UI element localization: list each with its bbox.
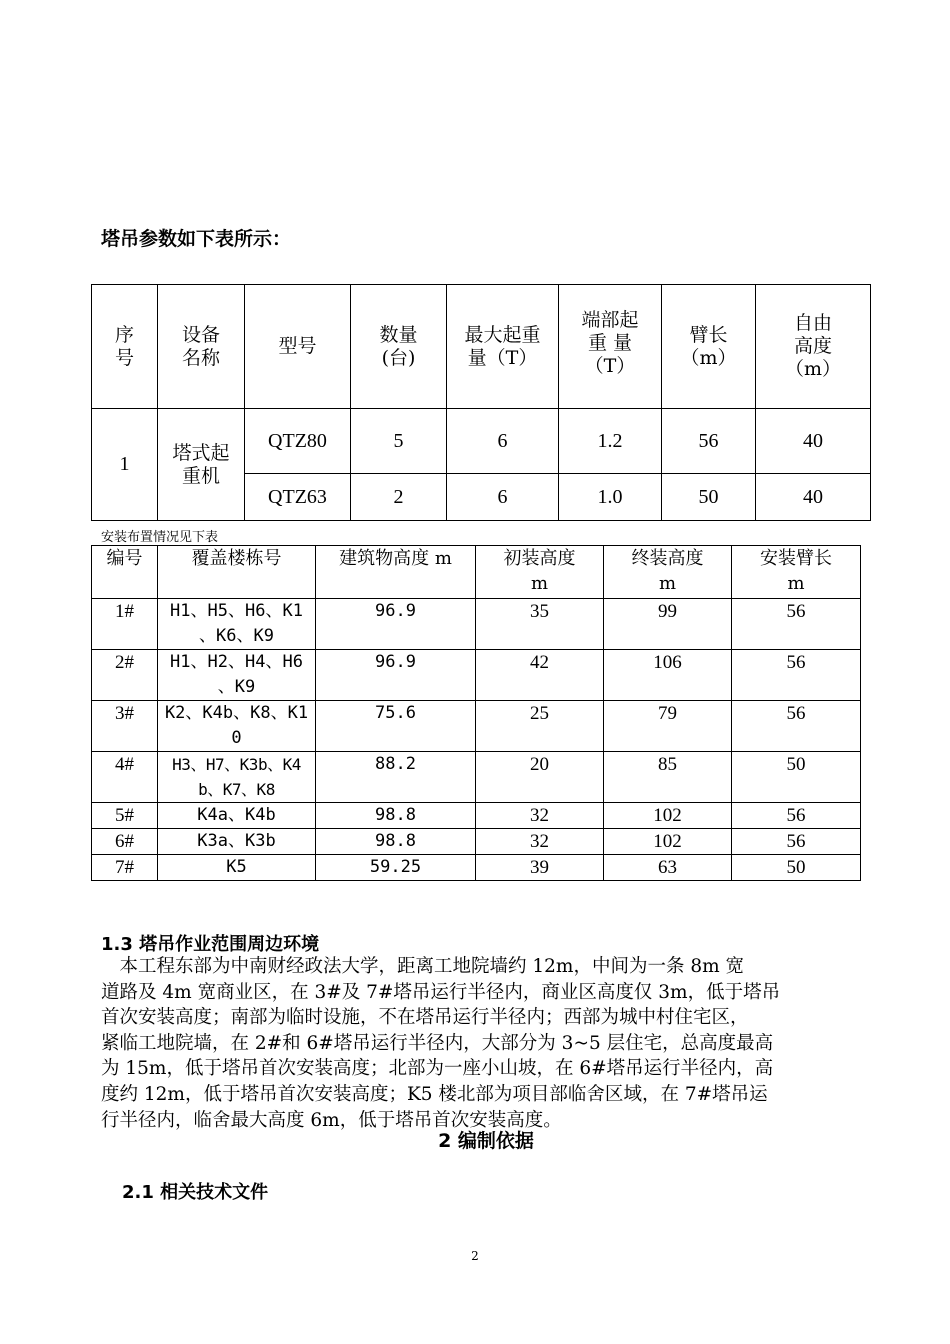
cell-install-arm: 56	[732, 701, 861, 752]
cell-free-height: 40	[756, 474, 871, 521]
cell-building-height: 88.2	[316, 752, 476, 803]
cell-number: 7#	[92, 855, 158, 881]
cell-quantity: 5	[351, 409, 447, 474]
cell-final-height: 106	[604, 650, 732, 701]
cell-model: QTZ63	[245, 474, 351, 521]
cell-install-arm: 50	[732, 855, 861, 881]
cell-buildings: H3、H7、K3b、K4 b、K7、K8	[158, 752, 316, 803]
chapter-heading-2: 2 编制依据	[438, 1130, 534, 1152]
cell-final-height: 63	[604, 855, 732, 881]
table-row	[92, 599, 861, 650]
table-intro: 塔吊参数如下表所示：	[101, 228, 292, 250]
table-row	[92, 803, 861, 829]
cell-buildings: K4a、K4b	[158, 803, 316, 829]
cell-building-height: 96.9	[316, 650, 476, 701]
section-heading-1-3: 1.3 塔吊作业范围周边环境	[101, 934, 320, 955]
header-building-height: 建筑物高度 m	[316, 546, 476, 599]
cell-equipment-name: 塔式起 重机	[158, 409, 245, 521]
section-heading-2-1: 2.1 相关技术文件	[122, 1182, 269, 1203]
table2-header-row	[92, 546, 861, 599]
cell-index: 1	[92, 409, 158, 521]
header-model: 型号	[245, 285, 351, 409]
crane-parameters-table	[91, 284, 871, 521]
header-arm-length: 臂长 （m）	[662, 285, 756, 409]
cell-install-arm: 50	[732, 752, 861, 803]
cell-number: 1#	[92, 599, 158, 650]
paragraph-line: 为 15m，低于塔吊首次安装高度；北部为一座小山坡，在 6#塔吊运行半径内，高	[101, 1058, 774, 1080]
environment-paragraph	[101, 954, 853, 1133]
paragraph-line: 行半径内，临舍最大高度 6m，低于塔吊首次安装高度。	[101, 1109, 562, 1131]
cell-initial-height: 35	[476, 599, 604, 650]
cell-initial-height: 32	[476, 829, 604, 855]
cell-initial-height: 42	[476, 650, 604, 701]
cell-initial-height: 32	[476, 803, 604, 829]
cell-building-height: 59.25	[316, 855, 476, 881]
header-final-height: 终装高度 m	[604, 546, 732, 599]
cell-install-arm: 56	[732, 650, 861, 701]
cell-number: 6#	[92, 829, 158, 855]
cell-final-height: 85	[604, 752, 732, 803]
paragraph-line: 本工程东部为中南财经政法大学，距离工地院墙约 12m，中间为一条 8m 宽	[101, 956, 745, 977]
paragraph-line: 紧临工地院墙，在 2#和 6#塔吊运行半径内，大部分为 3~5 层住宅，总高度最高	[101, 1032, 774, 1054]
cell-final-height: 102	[604, 803, 732, 829]
cell-end-load: 1.2	[559, 409, 662, 474]
cell-final-height: 79	[604, 701, 732, 752]
cell-initial-height: 25	[476, 701, 604, 752]
cell-number: 2#	[92, 650, 158, 701]
table-row	[92, 829, 861, 855]
header-index: 序 号	[92, 285, 158, 409]
cell-arm-length: 50	[662, 474, 756, 521]
cell-number: 4#	[92, 752, 158, 803]
cell-buildings: H1、H2、H4、H6 、K9	[158, 650, 316, 701]
cell-final-height: 99	[604, 599, 732, 650]
header-number: 编号	[92, 546, 158, 599]
table-row	[92, 409, 871, 474]
header-free-height: 自由 高度 （m）	[756, 285, 871, 409]
cell-install-arm: 56	[732, 829, 861, 855]
cell-building-height: 98.8	[316, 829, 476, 855]
cell-max-load: 6	[447, 409, 559, 474]
cell-model: QTZ80	[245, 409, 351, 474]
cell-initial-height: 20	[476, 752, 604, 803]
cell-building-height: 96.9	[316, 599, 476, 650]
installation-layout-table	[91, 545, 861, 881]
header-install-arm: 安装臂长 m	[732, 546, 861, 599]
header-end-load: 端部起 重 量 （T）	[559, 285, 662, 409]
cell-buildings: H1、H5、H6、K1 、K6、K9	[158, 599, 316, 650]
header-buildings: 覆盖楼栋号	[158, 546, 316, 599]
table1-header-row	[92, 285, 871, 409]
cell-number: 3#	[92, 701, 158, 752]
header-quantity: 数量 (台)	[351, 285, 447, 409]
paragraph-line: 度约 12m，低于塔吊首次安装高度；K5 楼北部为项目部临舍区域，在 7#塔吊运	[101, 1083, 768, 1105]
header-equipment-name: 设备 名称	[158, 285, 245, 409]
table-row	[92, 650, 861, 701]
cell-buildings: K2、K4b、K8、K1 0	[158, 701, 316, 752]
cell-buildings: K5	[158, 855, 316, 881]
paragraph-line: 道路及 4m 宽商业区，在 3#及 7#塔吊运行半径内，商业区高度仅 3m，低于塔吊	[101, 981, 781, 1003]
header-max-load: 最大起重 量（T）	[447, 285, 559, 409]
header-initial-height: 初装高度 m	[476, 546, 604, 599]
table-row	[92, 855, 861, 881]
cell-final-height: 102	[604, 829, 732, 855]
cell-install-arm: 56	[732, 599, 861, 650]
cell-end-load: 1.0	[559, 474, 662, 521]
table-row	[92, 752, 861, 803]
cell-free-height: 40	[756, 409, 871, 474]
cell-initial-height: 39	[476, 855, 604, 881]
cell-max-load: 6	[447, 474, 559, 521]
cell-arm-length: 56	[662, 409, 756, 474]
cell-building-height: 98.8	[316, 803, 476, 829]
paragraph-line: 首次安装高度；南部为临时设施，不在塔吊运行半径内；西部为城中村住宅区，	[101, 1007, 749, 1029]
page-number: 2	[471, 1249, 479, 1263]
cell-number: 5#	[92, 803, 158, 829]
table-row	[92, 701, 861, 752]
cell-quantity: 2	[351, 474, 447, 521]
cell-buildings: K3a、K3b	[158, 829, 316, 855]
table2-caption: 安装布置情况见下表	[101, 530, 219, 545]
cell-install-arm: 56	[732, 803, 861, 829]
cell-building-height: 75.6	[316, 701, 476, 752]
